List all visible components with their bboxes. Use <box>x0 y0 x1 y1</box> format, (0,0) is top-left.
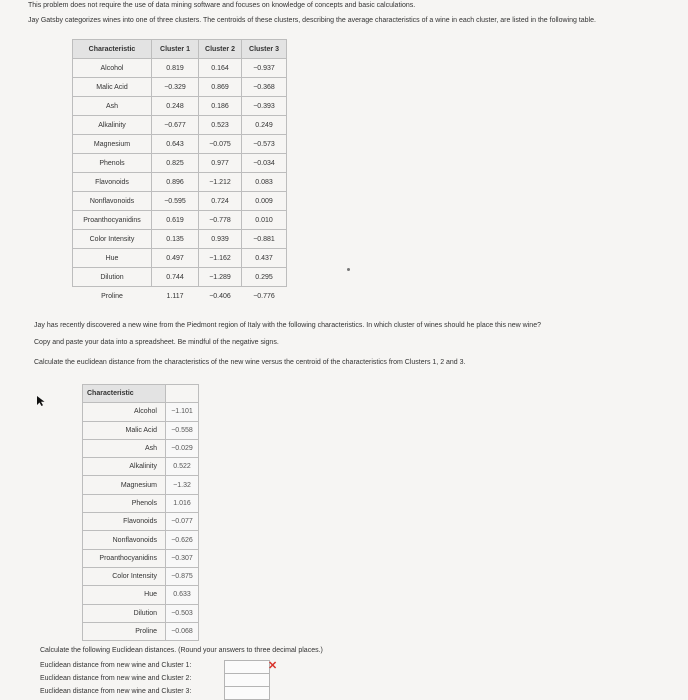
row-label: Dilution <box>73 268 152 287</box>
cell: −0.875 <box>166 567 199 585</box>
row-label: Ash <box>73 97 152 116</box>
answer-input-cluster-1[interactable] <box>224 660 270 674</box>
table-row <box>83 567 199 585</box>
table-row <box>83 494 199 512</box>
cell: 1.016 <box>166 494 199 512</box>
table-row <box>73 211 287 230</box>
cell: −0.075 <box>199 135 242 154</box>
dot-icon <box>347 268 350 271</box>
header-cluster-3: Cluster 3 <box>242 40 287 59</box>
row-label: Magnesium <box>83 476 166 494</box>
table-row <box>73 135 287 154</box>
cell: 0.437 <box>242 249 287 268</box>
row-label: Alkalinity <box>73 116 152 135</box>
table-row <box>83 458 199 476</box>
cell: −1.212 <box>199 173 242 192</box>
problem-text-1: Jay has recently discovered a new wine from the Piedmont region of Italy with the following characteristics. In which cluster of wines should he place this new wine? <box>34 322 541 329</box>
cell: −0.029 <box>166 439 199 457</box>
cell: 0.724 <box>199 192 242 211</box>
cell: 0.523 <box>199 116 242 135</box>
answer-input-cluster-3[interactable] <box>224 686 270 700</box>
cell: −0.937 <box>242 59 287 78</box>
cell: −1.289 <box>199 268 242 287</box>
cell: 0.186 <box>199 97 242 116</box>
incorrect-x-icon: ✕ <box>268 660 278 672</box>
cell: 0.295 <box>242 268 287 287</box>
row-label: Hue <box>73 249 152 268</box>
table-row <box>73 154 287 173</box>
cell: 1.117 <box>166 292 184 300</box>
table-header-row <box>73 40 287 59</box>
row-label: Magnesium <box>73 135 152 154</box>
row-label: Color Intensity <box>73 230 152 249</box>
cell: 0.977 <box>199 154 242 173</box>
table-row <box>73 173 287 192</box>
table-row <box>73 230 287 249</box>
row-label: Proanthocyanidins <box>83 549 166 567</box>
table-row <box>73 97 287 116</box>
row-label: Nonflavonoids <box>73 192 152 211</box>
row-label: Flavonoids <box>83 513 166 531</box>
row-label: Proline <box>83 622 166 640</box>
row-label: Proanthocyanidins <box>73 211 152 230</box>
row-label: Malic Acid <box>73 78 152 97</box>
answer-instruction: Calculate the following Euclidean distances. (Round your answers to three decimal places.) <box>40 647 323 654</box>
row-label: Phenols <box>73 154 152 173</box>
cell: 0.248 <box>152 97 199 116</box>
problem-text-2: Copy and paste your data into a spreadsheet. Be mindful of the negative signs. <box>34 339 279 346</box>
cell: −0.595 <box>152 192 199 211</box>
cell: 0.869 <box>199 78 242 97</box>
cell: −0.393 <box>242 97 287 116</box>
table-row <box>83 476 199 494</box>
row-label: Phenols <box>83 494 166 512</box>
row-label: Alcohol <box>73 59 152 78</box>
intro-line-2: Jay Gatsby categorizes wines into one of three clusters. The centroids of these clusters, describing the average characteristics of a wine in each cluster, are listed in the following table. <box>28 17 596 24</box>
answer-label-cluster-3: Euclidean distance from new wine and Cluster 3: <box>40 688 192 695</box>
table-row <box>73 287 287 306</box>
table-row <box>83 549 199 567</box>
cell: −0.077 <box>166 513 199 531</box>
cell: −0.573 <box>242 135 287 154</box>
table-row <box>83 421 199 439</box>
intro-line-1: This problem does not require the use of data mining software and focuses on knowledge of concepts and basic calculations. <box>28 2 416 9</box>
row-label: Flavonoids <box>73 173 152 192</box>
table-row <box>83 604 199 622</box>
table-row <box>83 531 199 549</box>
table-row <box>83 439 199 457</box>
table-row <box>83 586 199 604</box>
cell: −1.162 <box>199 249 242 268</box>
cell: 0.825 <box>152 154 199 173</box>
cell: −0.368 <box>242 78 287 97</box>
cell: 0.083 <box>242 173 287 192</box>
cell: 0.819 <box>152 59 199 78</box>
table-row <box>83 622 199 640</box>
table-row <box>83 513 199 531</box>
table-row <box>73 116 287 135</box>
header-value <box>166 385 199 403</box>
answer-label-cluster-1: Euclidean distance from new wine and Cluster 1: <box>40 662 192 669</box>
cell: 0.619 <box>152 211 199 230</box>
table-header-row <box>83 385 199 403</box>
cell: −0.068 <box>166 622 199 640</box>
table-row <box>73 249 287 268</box>
problem-text-3: Calculate the euclidean distance from the characteristics of the new wine versus the centroid of the characteristics from Clusters 1, 2 and 3. <box>34 359 466 366</box>
cell: 0.744 <box>152 268 199 287</box>
cell: −0.881 <box>242 230 287 249</box>
table-row <box>83 403 199 421</box>
cell: 0.135 <box>152 230 199 249</box>
cell: −0.776 <box>253 292 275 300</box>
header-characteristic: Characteristic <box>83 385 166 403</box>
answer-label-cluster-2: Euclidean distance from new wine and Cluster 2: <box>40 675 192 682</box>
cell: −1.32 <box>166 476 199 494</box>
table-row <box>73 192 287 211</box>
row-label: Nonflavonoids <box>83 531 166 549</box>
cell: 0.009 <box>242 192 287 211</box>
table-row <box>73 59 287 78</box>
cell: 0.249 <box>242 116 287 135</box>
cell: −0.778 <box>199 211 242 230</box>
cell: 0.939 <box>199 230 242 249</box>
cell: 0.010 <box>242 211 287 230</box>
header-characteristic: Characteristic <box>73 40 152 59</box>
row-label: Color Intensity <box>83 567 166 585</box>
cell: −0.406 <box>209 292 231 300</box>
cell: 0.633 <box>166 586 199 604</box>
cell: −0.626 <box>166 531 199 549</box>
header-cluster-1: Cluster 1 <box>152 40 199 59</box>
row-label: Proline <box>101 292 123 300</box>
row-label: Malic Acid <box>83 421 166 439</box>
row-label: Dilution <box>83 604 166 622</box>
cursor-arrow-icon <box>36 395 46 407</box>
row-label: Alkalinity <box>83 458 166 476</box>
cell: 0.643 <box>152 135 199 154</box>
cell: −0.034 <box>242 154 287 173</box>
table-row <box>73 78 287 97</box>
row-label: Alcohol <box>83 403 166 421</box>
cell: 0.522 <box>166 458 199 476</box>
centroid-table <box>72 39 287 305</box>
new-wine-table <box>82 384 199 641</box>
answer-input-cluster-2[interactable] <box>224 673 270 687</box>
row-label: Ash <box>83 439 166 457</box>
cell: 0.164 <box>199 59 242 78</box>
cell: 0.896 <box>152 173 199 192</box>
row-label: Hue <box>83 586 166 604</box>
cell: 0.497 <box>152 249 199 268</box>
cell: −0.329 <box>152 78 199 97</box>
table-row <box>73 268 287 287</box>
cell: −0.307 <box>166 549 199 567</box>
cell: −0.677 <box>152 116 199 135</box>
cell: −1.101 <box>166 403 199 421</box>
cell: −0.558 <box>166 421 199 439</box>
header-cluster-2: Cluster 2 <box>199 40 242 59</box>
cell: −0.503 <box>166 604 199 622</box>
